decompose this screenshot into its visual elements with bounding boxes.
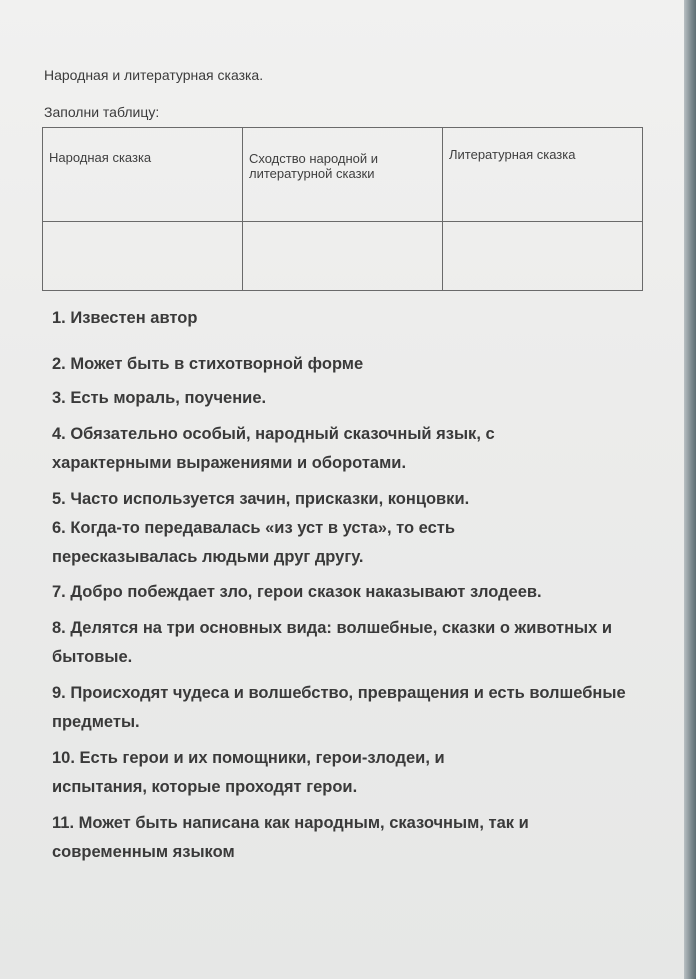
list-item: 4. Обязательно особый, народный сказочный язык, с характерными выражениями и оборотами. bbox=[52, 425, 495, 472]
background-edge bbox=[684, 0, 696, 979]
list-item: 1. Известен автор bbox=[52, 309, 198, 327]
list-item: 8. Делятся на три основных вида: волшебные, сказки о животных и бытовые. bbox=[52, 619, 613, 666]
answer-cell-literary-tale[interactable] bbox=[443, 222, 643, 291]
page-title: Народная и литературная сказка. bbox=[44, 67, 264, 83]
list-item: 9. Происходят чудеса и волшебство, превращения и есть волшебные предметы. bbox=[52, 684, 626, 731]
list-item: 7. Добро побеждает зло, герои сказок наказывают злодеев. bbox=[52, 583, 542, 601]
table-answer-row bbox=[43, 222, 643, 291]
statement-list bbox=[52, 304, 652, 867]
list-item: 2. Может быть в стихотворной форме bbox=[52, 355, 364, 373]
comparison-table bbox=[42, 127, 643, 291]
answer-cell-similarity[interactable] bbox=[243, 222, 443, 291]
table-header-row bbox=[43, 128, 643, 222]
list-item: 5. Часто используется зачин, присказки, концовки. bbox=[52, 490, 470, 508]
list-item: 10. Есть герои и их помощники, герои-злодеи, и испытания, которые проходят герои. bbox=[52, 749, 445, 796]
list-item: 3. Есть мораль, поучение. bbox=[52, 389, 267, 407]
list-item: 6. Когда-то передавалась «из уст в уста», то есть пересказывалась людьми друг другу. bbox=[52, 519, 455, 566]
instruction-text: Заполни таблицу: bbox=[44, 104, 160, 120]
header-literary-tale: Литературная сказка bbox=[443, 128, 643, 222]
header-similarity: Сходство народной и литературной сказки bbox=[243, 128, 443, 222]
header-folk-tale: Народная сказка bbox=[43, 128, 243, 222]
list-item: 11. Может быть написана как народным, сказочным, так и современным языком bbox=[52, 814, 529, 861]
answer-cell-folk-tale[interactable] bbox=[43, 222, 243, 291]
